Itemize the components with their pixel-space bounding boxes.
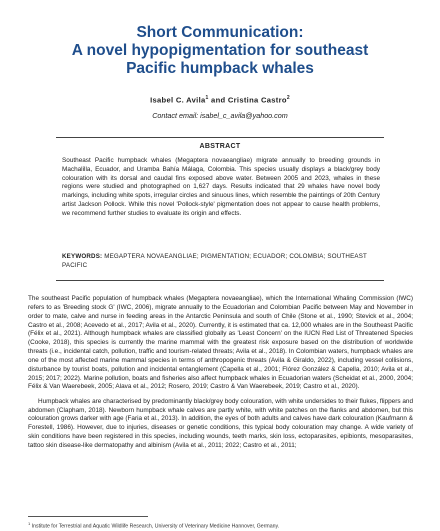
author-1-affiliation: 1 xyxy=(205,95,209,101)
title-line-2: A novel hypopigmentation for southeast xyxy=(71,42,369,59)
author-1: Isabel C. Avila xyxy=(150,95,206,105)
contact-email: Contact email: isabel_c_avila@yahoo.com xyxy=(152,111,288,120)
title-line-3: Pacific humpback whales xyxy=(126,60,314,77)
footnote xyxy=(28,520,428,531)
keywords xyxy=(62,253,380,271)
paper-title xyxy=(0,24,440,78)
footnote-rule xyxy=(28,516,148,517)
footnote-marker: 1 xyxy=(28,521,31,526)
abstract-bottom-rule xyxy=(56,280,384,281)
body-paragraph-1: The southeast Pacific population of humpback whales (Megaptera novaeangliae), which the International Whaling Commission (IWC) refers to as 'Breeding stock G' (IWC, 2006), migrate annually to the Ecuadorian and Colombian Pacific between May and November in order to mate, calve and nurse in feeding areas in the Antarctic Peninsula and south of Chile (Stone et al., 1990; Stevick et al., 2004; Castro et al., 2008; Acevedo et al., 2017; Avila et al., 2020). Currently, it is estimated that ca. 12,000 whales are in the Southeast Pacific (Félix et al., 2021). Although humpback whales are classified globally as 'Least Concern' on the IUCN Red List of Threatened Species (Cooke, 2018), this species is currently the marine mammal with the greatest risk exposure based on the distribution of worldwide threats (i.e., incidental catch, pollution, traffic and tourism-related threats; Avila et al., 2018). In Colombian waters, humpback whales are one of the most affected marine mammal species in terms of anthropogenic threats (Avila & Giraldo, 2022), including vessel collisions, disturbance by tourist boats, pollution and incidental entanglement (Capella et al., 2001; Flórez González & Capella, 2010; Avila et al., 2015; 2017; 2022). Marine pollution, boats and fisheries also affect humpback whales in Ecuadorian waters (Scheidat et al., 2000, 2004; Félix & Van Waerebeek, 2005; Alava et al., 2012; Rosero, 2019; Castro & Van Waerebeek, 2019; Castro et al., 2020). xyxy=(28,295,413,391)
abstract-top-rule xyxy=(56,137,384,138)
author-2-affiliation: 2 xyxy=(286,95,290,101)
keywords-text: MEGAPTERA NOVAEANGLIAE; PIGMENTATION; ECUADOR; COLOMBIA; SOUTHEAST PACIFIC xyxy=(62,253,367,269)
title-line-1: Short Communication: xyxy=(136,24,304,41)
footnote-text: Institute for Terrestrial and Aquatic Wildlife Research, University of Veterinary Medicine Hannover, Germany. xyxy=(31,523,280,530)
body-paragraph-2: Humpback whales are characterised by predominantly black/grey body colouration, with white undersides to their flukes, flippers and abdomen (Clapham, 2018). Newborn humpback whale calves are partly white, with white patches on the flanks and abdomen, but this colouration grows darker with age (Faria et al., 2013). In addition, the eyes of both adults and calves have dark colouration (Kaufmann & Forestell, 1986). However, due to injuries, diseases or genetic conditions, this typical body colouration may change. A wide variety of skin conditions have been registered in this species, including wounds, teeth marks, skin loss, ectoparasites, epibionts, mesoparasites, tattoo skin disease-like dermatopathy and albinism (Avila et al., 2011; 2022; Castro et al., 2011; xyxy=(28,397,413,449)
author-conjunction: and xyxy=(211,95,226,105)
author-2: Cristina Castro xyxy=(227,95,287,105)
keywords-label: KEYWORDS: xyxy=(62,253,103,260)
body-text xyxy=(28,295,413,456)
abstract-heading: ABSTRACT xyxy=(199,143,241,150)
abstract-text: Southeast Pacific humpback whales (Megaptera novaeangliae) migrate annually to breeding grounds in Machalilla, Ecuador, and Uramba Bahía Málaga, Colombia. This species usually displays a black/grey body colouration with its dorsal and caudal fins exposed above water. Between 2005 and 2023, whales in these regions were studied and photographed on 1,627 days. Results indicated that 29 whales have novel body markings, including white spots, irregular circles and sinuous lines, which resemble the paintings of 20th Century artist Jackson Pollock. While this novel 'Pollock-style' pigmentation does not appear to cause health problems, we recommend further studies to evaluate its origin and effects. xyxy=(62,157,380,217)
author-line xyxy=(0,95,440,105)
